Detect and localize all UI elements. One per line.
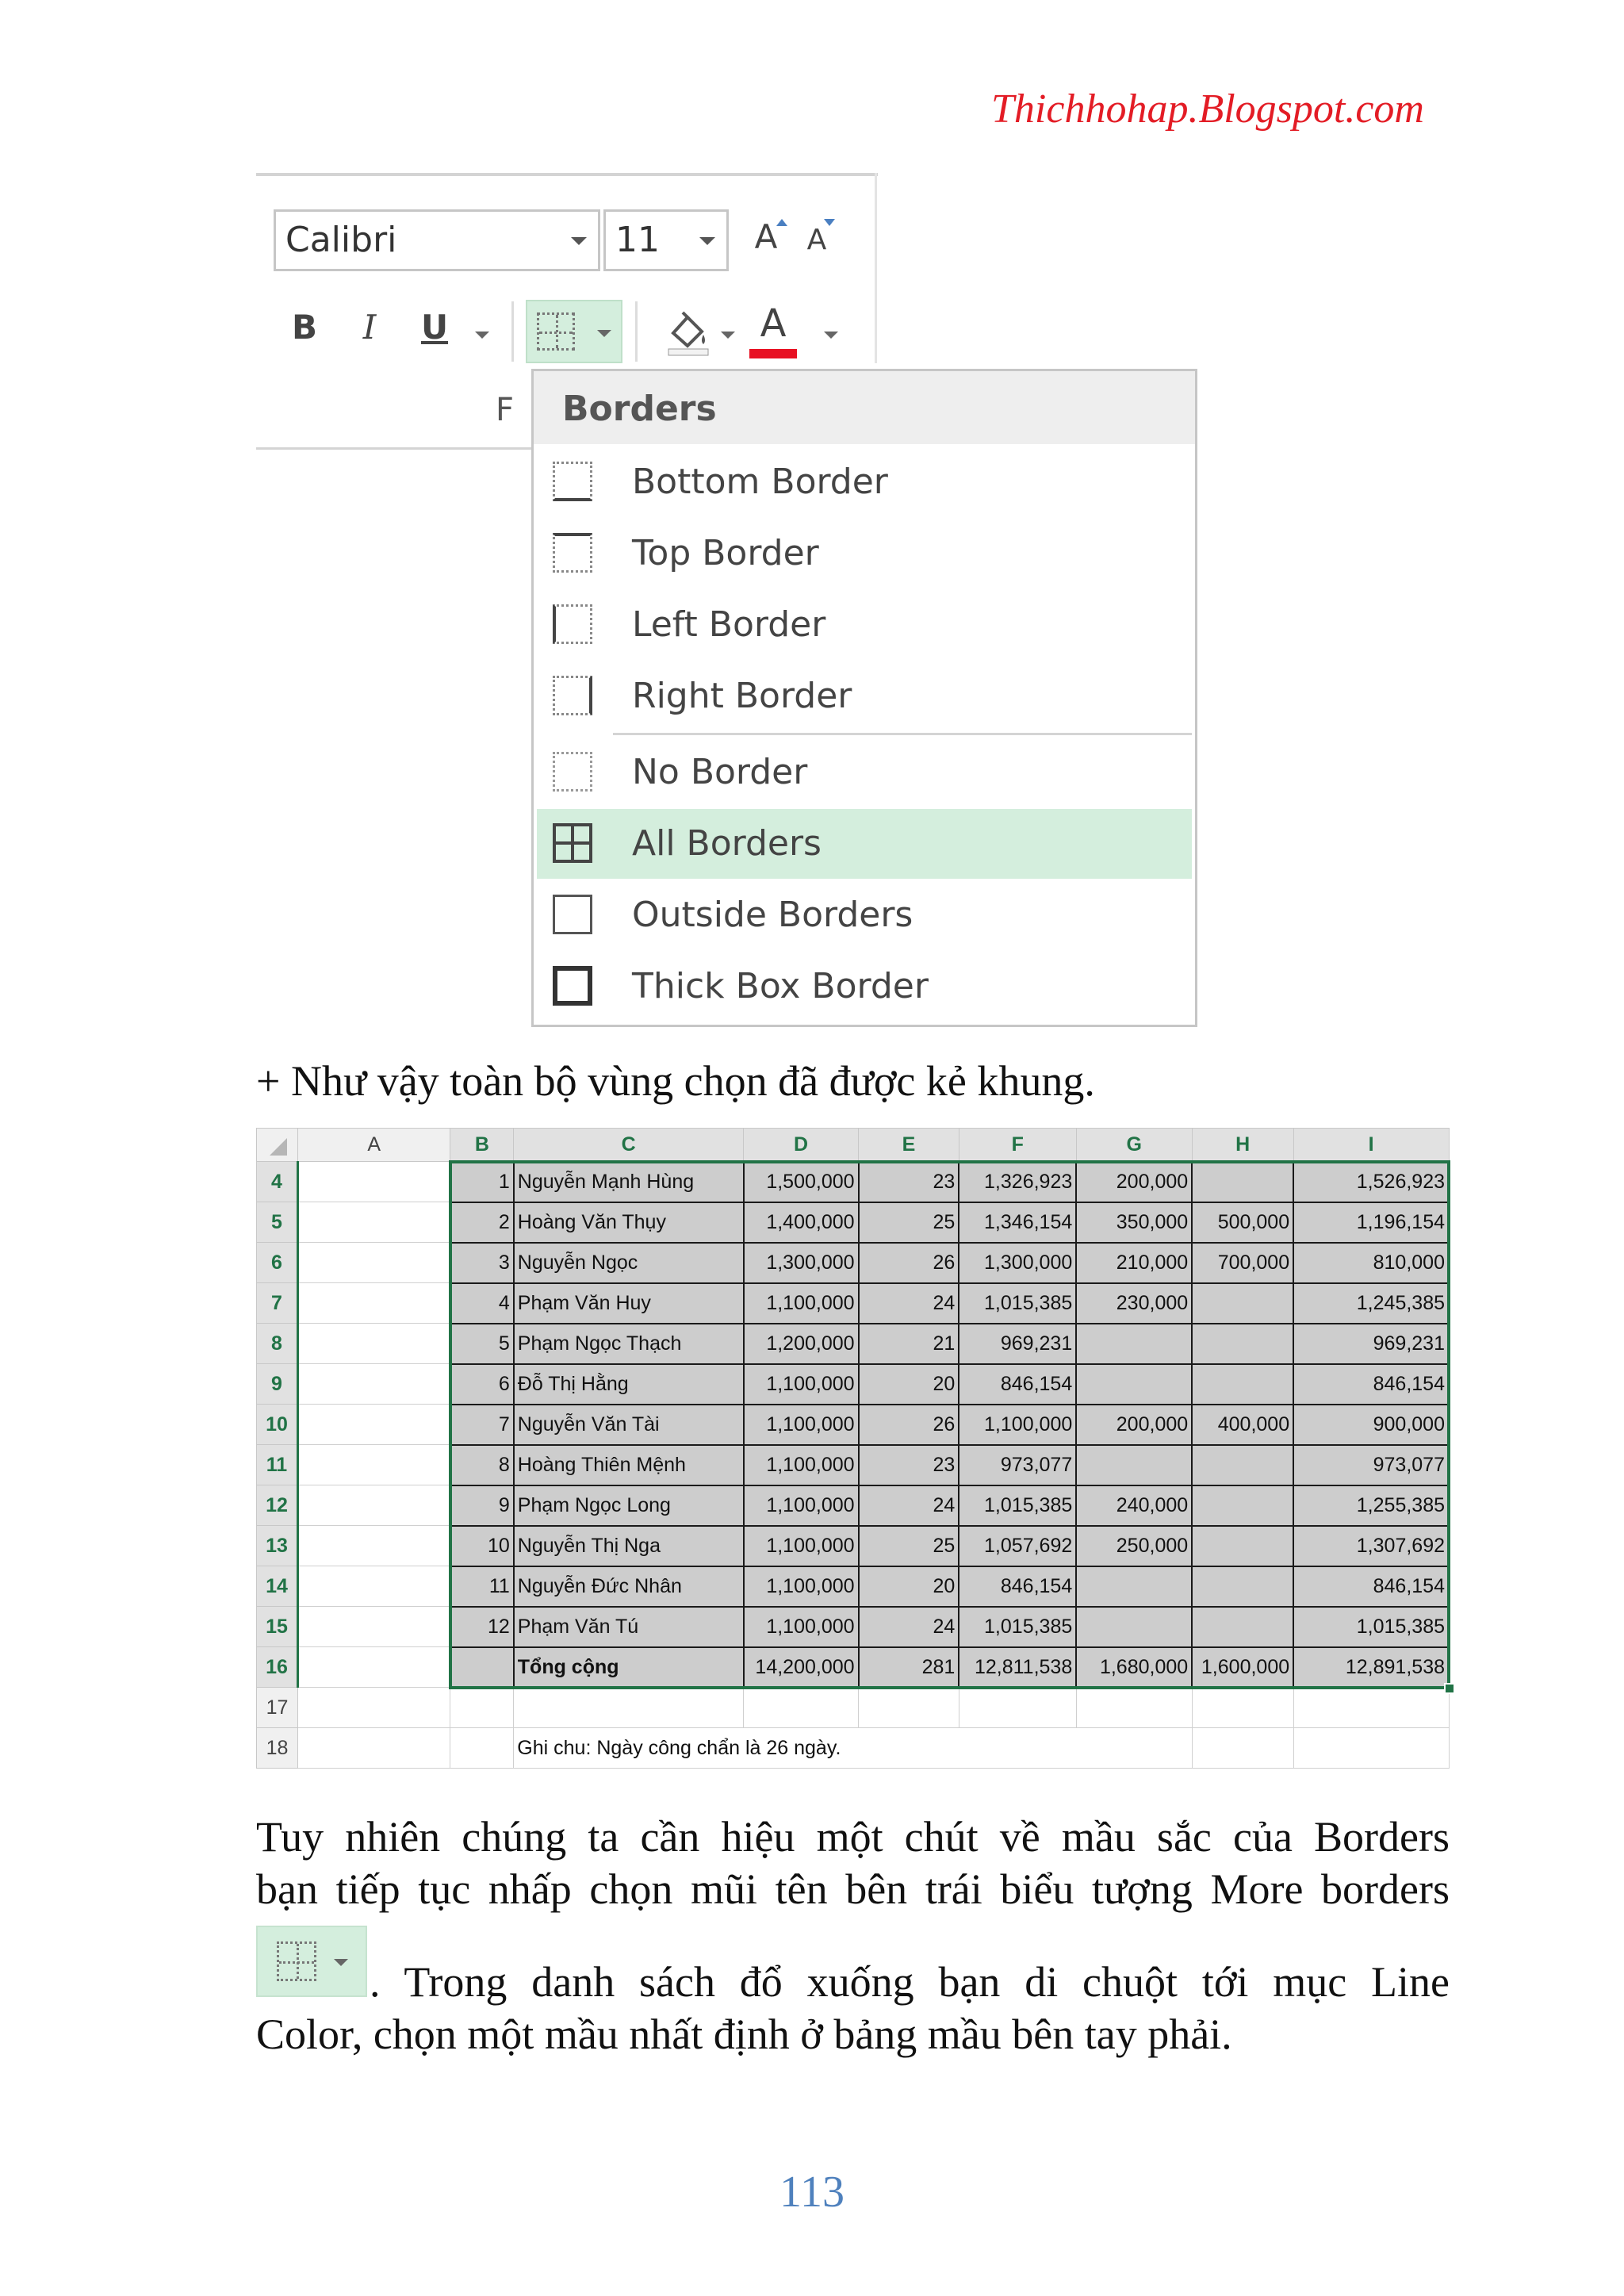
cell[interactable]: 973,077 xyxy=(1293,1445,1449,1485)
cell[interactable]: 900,000 xyxy=(1293,1405,1449,1445)
row-header[interactable]: 9 xyxy=(257,1364,298,1405)
column-header-row xyxy=(257,1129,1450,1162)
paint-bucket-icon xyxy=(665,306,713,357)
fill-handle[interactable] xyxy=(1444,1683,1455,1694)
table-row xyxy=(257,1566,1450,1607)
top-border-icon xyxy=(553,533,592,573)
cell[interactable]: 846,154 xyxy=(959,1566,1076,1607)
menu-item-label: No Border xyxy=(632,752,808,792)
cell[interactable] xyxy=(450,1728,514,1769)
row-header[interactable]: 11 xyxy=(257,1445,298,1485)
cell[interactable]: 12 xyxy=(450,1607,514,1647)
cell[interactable]: 24 xyxy=(859,1607,959,1647)
menu-item-top-border[interactable] xyxy=(537,519,1192,588)
row-header[interactable]: 17 xyxy=(257,1688,298,1728)
cell[interactable]: Phạm Văn Huy xyxy=(514,1283,744,1324)
no-border-icon xyxy=(553,752,592,792)
cell[interactable]: 1,100,000 xyxy=(744,1485,859,1526)
cell[interactable] xyxy=(297,1243,450,1283)
row-header[interactable]: 18 xyxy=(257,1728,298,1769)
cell[interactable] xyxy=(959,1688,1076,1728)
cell[interactable]: 12,811,538 xyxy=(959,1647,1076,1688)
cell[interactable]: 1,015,385 xyxy=(1293,1607,1449,1647)
menu-item-label: All Borders xyxy=(632,823,822,864)
menu-separator xyxy=(613,733,1192,735)
font-size-value: 11 xyxy=(615,220,660,260)
table-row xyxy=(257,1364,1450,1405)
table-row xyxy=(257,1243,1450,1283)
cell[interactable] xyxy=(1192,1688,1293,1728)
cell[interactable] xyxy=(297,1405,450,1445)
row-header[interactable]: 7 xyxy=(257,1283,298,1324)
cell[interactable]: 1,600,000 xyxy=(1192,1647,1293,1688)
cell[interactable]: Hoàng Thiên Mệnh xyxy=(514,1445,744,1485)
cell[interactable]: 1,015,385 xyxy=(959,1283,1076,1324)
borders-icon xyxy=(537,312,575,351)
page-number: 113 xyxy=(779,2168,845,2217)
select-all-corner[interactable] xyxy=(257,1129,298,1162)
menu-item-label: Bottom Border xyxy=(632,462,888,502)
cell[interactable]: 8 xyxy=(450,1445,514,1485)
cell[interactable]: 1,100,000 xyxy=(744,1283,859,1324)
menu-item-thick-box-border[interactable] xyxy=(537,952,1192,1022)
menu-title-label: Borders xyxy=(562,389,717,429)
column-header-i[interactable]: I xyxy=(1293,1129,1449,1162)
menu-item-label: Thick Box Border xyxy=(632,966,929,1006)
cell[interactable]: 969,231 xyxy=(1293,1324,1449,1364)
cell[interactable] xyxy=(297,1688,450,1728)
table-row xyxy=(257,1445,1450,1485)
underline-dropdown-arrow[interactable] xyxy=(475,332,489,339)
cell[interactable]: 1,346,154 xyxy=(959,1202,1076,1243)
row-header[interactable]: 15 xyxy=(257,1607,298,1647)
borders-button[interactable] xyxy=(526,300,622,363)
cell[interactable] xyxy=(744,1688,859,1728)
row-header[interactable]: 8 xyxy=(257,1324,298,1364)
cell[interactable]: 810,000 xyxy=(1293,1243,1449,1283)
cell[interactable] xyxy=(1293,1728,1449,1769)
table-row xyxy=(257,1647,1450,1688)
cell[interactable]: 3 xyxy=(450,1243,514,1283)
cell[interactable] xyxy=(1076,1364,1192,1405)
bottom-border-icon xyxy=(553,462,592,501)
cell[interactable]: 1,255,385 xyxy=(1293,1485,1449,1526)
cell[interactable]: 973,077 xyxy=(959,1445,1076,1485)
ribbon-top-divider xyxy=(256,173,878,176)
cell[interactable]: 1,307,692 xyxy=(1293,1526,1449,1566)
menu-item-bottom-border[interactable] xyxy=(537,447,1192,517)
cell[interactable]: 2 xyxy=(450,1202,514,1243)
cell[interactable] xyxy=(1192,1364,1293,1405)
cell[interactable]: 24 xyxy=(859,1283,959,1324)
cell[interactable]: 200,000 xyxy=(1076,1405,1192,1445)
right-border-icon xyxy=(553,676,592,715)
ribbon-right-divider xyxy=(875,173,877,363)
font-name-value: Calibri xyxy=(285,220,397,260)
cell[interactable]: 1,300,000 xyxy=(959,1243,1076,1283)
cell[interactable]: 350,000 xyxy=(1076,1202,1192,1243)
cell[interactable]: Nguyễn Mạnh Hùng xyxy=(514,1162,744,1202)
more-borders-button xyxy=(256,1926,367,1997)
table-row xyxy=(257,1526,1450,1566)
cell[interactable] xyxy=(1192,1607,1293,1647)
cell[interactable]: 1,100,000 xyxy=(744,1364,859,1405)
cell[interactable]: 1,057,692 xyxy=(959,1526,1076,1566)
menu-item-label: Right Border xyxy=(632,676,852,716)
cell[interactable]: Tổng cộng xyxy=(514,1647,744,1688)
cell[interactable]: 250,000 xyxy=(1076,1526,1192,1566)
chevron-down-icon[interactable] xyxy=(571,237,587,245)
thick-box-border-icon xyxy=(553,966,592,1006)
cell[interactable] xyxy=(297,1445,450,1485)
cell[interactable]: 1,500,000 xyxy=(744,1162,859,1202)
cell[interactable]: 23 xyxy=(859,1445,959,1485)
cell[interactable]: 1,526,923 xyxy=(1293,1162,1449,1202)
spreadsheet xyxy=(256,1128,1450,1786)
table-row xyxy=(257,1324,1450,1364)
chevron-down-icon[interactable] xyxy=(699,237,715,245)
underline-button[interactable]: U xyxy=(420,308,449,347)
cell[interactable]: 12,891,538 xyxy=(1293,1647,1449,1688)
cell[interactable]: 14,200,000 xyxy=(744,1647,859,1688)
cell[interactable] xyxy=(1192,1728,1293,1769)
cell[interactable] xyxy=(1192,1162,1293,1202)
cell[interactable]: 9 xyxy=(450,1485,514,1526)
cell[interactable]: 7 xyxy=(450,1405,514,1445)
cell[interactable] xyxy=(1076,1566,1192,1607)
cell[interactable]: 240,000 xyxy=(1076,1485,1192,1526)
borders-icon xyxy=(277,1941,316,1981)
cell[interactable] xyxy=(297,1202,450,1243)
table-row xyxy=(257,1202,1450,1243)
ribbon-separator xyxy=(511,301,514,362)
cell[interactable]: 25 xyxy=(859,1202,959,1243)
row-header[interactable]: 5 xyxy=(257,1202,298,1243)
cell[interactable]: 1,300,000 xyxy=(744,1243,859,1283)
cell[interactable] xyxy=(1076,1688,1192,1728)
menu-item-right-border[interactable] xyxy=(537,661,1192,731)
row-header[interactable]: 16 xyxy=(257,1647,298,1688)
cell[interactable]: 1,100,000 xyxy=(959,1405,1076,1445)
cell[interactable] xyxy=(297,1324,450,1364)
column-header-c[interactable]: C xyxy=(514,1129,744,1162)
menu-item-label: Top Border xyxy=(632,533,819,573)
font-color-bar xyxy=(749,349,797,358)
cell[interactable] xyxy=(297,1526,450,1566)
table-row xyxy=(257,1607,1450,1647)
cell[interactable]: 1,245,385 xyxy=(1293,1283,1449,1324)
shrink-font-button[interactable] xyxy=(795,224,838,271)
cell[interactable]: 230,000 xyxy=(1076,1283,1192,1324)
cell[interactable]: 20 xyxy=(859,1566,959,1607)
cell[interactable]: 1,200,000 xyxy=(744,1324,859,1364)
caret-up-icon xyxy=(776,219,787,226)
shrink-font-label: A xyxy=(806,224,827,256)
cell[interactable] xyxy=(297,1647,450,1688)
cell[interactable] xyxy=(1076,1607,1192,1647)
cell[interactable] xyxy=(514,1688,744,1728)
cell[interactable]: 281 xyxy=(859,1647,959,1688)
cell[interactable]: 23 xyxy=(859,1162,959,1202)
cell[interactable]: 1,326,923 xyxy=(959,1162,1076,1202)
table-row xyxy=(257,1405,1450,1445)
cell[interactable]: Nguyễn Thị Nga xyxy=(514,1526,744,1566)
cell[interactable]: 26 xyxy=(859,1405,959,1445)
column-header-d[interactable]: D xyxy=(744,1129,859,1162)
column-header-f[interactable]: F xyxy=(959,1129,1076,1162)
cell[interactable]: 20 xyxy=(859,1364,959,1405)
menu-item-all-borders[interactable] xyxy=(537,809,1192,879)
cell[interactable]: Phạm Ngọc Thạch xyxy=(514,1324,744,1364)
cell[interactable] xyxy=(1192,1324,1293,1364)
cell[interactable]: 846,154 xyxy=(959,1364,1076,1405)
cell[interactable]: Đỗ Thị Hằng xyxy=(514,1364,744,1405)
cell[interactable]: 24 xyxy=(859,1485,959,1526)
column-header-e[interactable]: E xyxy=(859,1129,959,1162)
row-header[interactable]: 13 xyxy=(257,1526,298,1566)
cell[interactable]: Hoàng Văn Thụy xyxy=(514,1202,744,1243)
cell[interactable]: 1,100,000 xyxy=(744,1607,859,1647)
cell[interactable] xyxy=(1293,1688,1449,1728)
font-color-dropdown-arrow[interactable] xyxy=(824,332,838,339)
table-row xyxy=(257,1283,1450,1324)
table-row xyxy=(257,1728,1450,1769)
outside-borders-icon xyxy=(553,895,592,934)
cell[interactable]: 1,015,385 xyxy=(959,1485,1076,1526)
menu-item-left-border[interactable] xyxy=(537,590,1192,660)
cell[interactable]: Phạm Văn Tú xyxy=(514,1607,744,1647)
cell[interactable] xyxy=(859,1688,959,1728)
menu-item-label: Left Border xyxy=(632,604,826,645)
cell[interactable] xyxy=(297,1728,450,1769)
cell[interactable]: 500,000 xyxy=(1192,1202,1293,1243)
cell[interactable]: 400,000 xyxy=(1192,1405,1293,1445)
grow-font-button[interactable] xyxy=(745,217,787,265)
cell[interactable]: 10 xyxy=(450,1526,514,1566)
column-header-b[interactable]: B xyxy=(450,1129,514,1162)
row-header[interactable]: 12 xyxy=(257,1485,298,1526)
cell[interactable] xyxy=(1076,1445,1192,1485)
italic-button[interactable]: I xyxy=(362,308,377,347)
cell[interactable]: Nguyễn Văn Tài xyxy=(514,1405,744,1445)
paragraph-line: Color, chọn một mầu nhất định ở bảng mầu bên tay phải. xyxy=(256,2010,1232,2058)
menu-item-label: Outside Borders xyxy=(632,895,914,935)
chevron-down-icon xyxy=(334,1959,348,1966)
cell[interactable]: 1,100,000 xyxy=(744,1526,859,1566)
cell[interactable]: 1,100,000 xyxy=(744,1445,859,1485)
cell[interactable]: 1,015,385 xyxy=(959,1607,1076,1647)
borders-dropdown-menu xyxy=(531,369,1197,1027)
cell[interactable]: 4 xyxy=(450,1283,514,1324)
column-header-a[interactable]: A xyxy=(297,1129,450,1162)
cell[interactable] xyxy=(297,1162,450,1202)
cell[interactable]: 210,000 xyxy=(1076,1243,1192,1283)
cell[interactable]: Nguyễn Đức Nhân xyxy=(514,1566,744,1607)
paragraph-line: Tuy nhiên chúng ta cần hiệu một chút về mầu sắc của Borders xyxy=(256,1813,1450,1861)
row-header[interactable]: 4 xyxy=(257,1162,298,1202)
caption-line: + Như vậy toàn bộ vùng chọn đã được kẻ khung. xyxy=(256,1057,1095,1105)
cell[interactable]: 700,000 xyxy=(1192,1243,1293,1283)
left-border-icon xyxy=(553,604,592,644)
menu-item-no-border[interactable] xyxy=(537,738,1192,807)
table-row xyxy=(257,1485,1450,1526)
row-header[interactable]: 6 xyxy=(257,1243,298,1283)
bold-button[interactable]: B xyxy=(291,308,317,347)
cell[interactable]: 25 xyxy=(859,1526,959,1566)
cell[interactable] xyxy=(450,1688,514,1728)
cell[interactable] xyxy=(1192,1485,1293,1526)
note-cell[interactable]: Ghi chu: Ngày công chẩn là 26 ngày. xyxy=(514,1728,1076,1769)
font-color-label: A xyxy=(760,301,787,346)
all-borders-icon xyxy=(553,823,592,863)
cell[interactable] xyxy=(1076,1324,1192,1364)
grow-font-label: A xyxy=(754,217,778,256)
cell[interactable]: 6 xyxy=(450,1364,514,1405)
cell[interactable]: 26 xyxy=(859,1243,959,1283)
fill-color-dropdown-arrow[interactable] xyxy=(721,332,735,339)
borders-dropdown-arrow[interactable] xyxy=(597,330,611,337)
cell[interactable] xyxy=(1076,1728,1192,1769)
group-label: F xyxy=(496,392,515,428)
cell[interactable]: Nguyễn Ngọc xyxy=(514,1243,744,1283)
row-header[interactable]: 10 xyxy=(257,1405,298,1445)
cell[interactable] xyxy=(297,1364,450,1405)
ribbon-separator xyxy=(635,301,638,362)
font-size-combo[interactable] xyxy=(603,209,729,271)
cell[interactable]: 846,154 xyxy=(1293,1566,1449,1607)
column-header-h[interactable]: H xyxy=(1192,1129,1293,1162)
cell[interactable]: 200,000 xyxy=(1076,1162,1192,1202)
cell[interactable]: 1,400,000 xyxy=(744,1202,859,1243)
row-header[interactable]: 14 xyxy=(257,1566,298,1607)
cell[interactable] xyxy=(450,1647,514,1688)
cell[interactable]: 1,196,154 xyxy=(1293,1202,1449,1243)
spreadsheet-grid xyxy=(256,1128,1450,1769)
cell[interactable] xyxy=(1192,1283,1293,1324)
cell[interactable] xyxy=(1192,1445,1293,1485)
menu-title xyxy=(534,371,1195,444)
ribbon-bottom-divider xyxy=(256,447,534,450)
cell[interactable]: 1,100,000 xyxy=(744,1405,859,1445)
cell[interactable]: 11 xyxy=(450,1566,514,1607)
table-row xyxy=(257,1688,1450,1728)
cell[interactable] xyxy=(1192,1526,1293,1566)
site-header: Thichhohap.Blogspot.com xyxy=(991,86,1424,132)
menu-item-outside-borders[interactable] xyxy=(537,880,1192,950)
paragraph-line: bạn tiếp tục nhấp chọn mũi tên bên trái biểu tượng More borders xyxy=(256,1865,1450,1913)
select-all-icon xyxy=(270,1138,287,1156)
fill-color-button[interactable] xyxy=(665,306,713,357)
caret-down-icon xyxy=(824,219,835,226)
cell[interactable]: 846,154 xyxy=(1293,1364,1449,1405)
cell[interactable] xyxy=(1192,1566,1293,1607)
table-row xyxy=(257,1162,1450,1202)
cell[interactable]: 969,231 xyxy=(959,1324,1076,1364)
column-header-g[interactable]: G xyxy=(1076,1129,1192,1162)
cell[interactable]: 21 xyxy=(859,1324,959,1364)
font-name-combo[interactable] xyxy=(274,209,600,271)
cell[interactable]: 1,100,000 xyxy=(744,1566,859,1607)
cell[interactable]: 1,680,000 xyxy=(1076,1647,1192,1688)
cell[interactable]: 1 xyxy=(450,1162,514,1202)
cell[interactable]: 5 xyxy=(450,1324,514,1364)
cell[interactable] xyxy=(297,1485,450,1526)
paragraph-line: . Trong danh sách đổ xuống bạn di chuột tới mục Line xyxy=(370,1958,1450,2006)
cell[interactable] xyxy=(297,1283,450,1324)
cell[interactable] xyxy=(297,1607,450,1647)
cell[interactable] xyxy=(297,1566,450,1607)
cell[interactable]: Phạm Ngọc Long xyxy=(514,1485,744,1526)
